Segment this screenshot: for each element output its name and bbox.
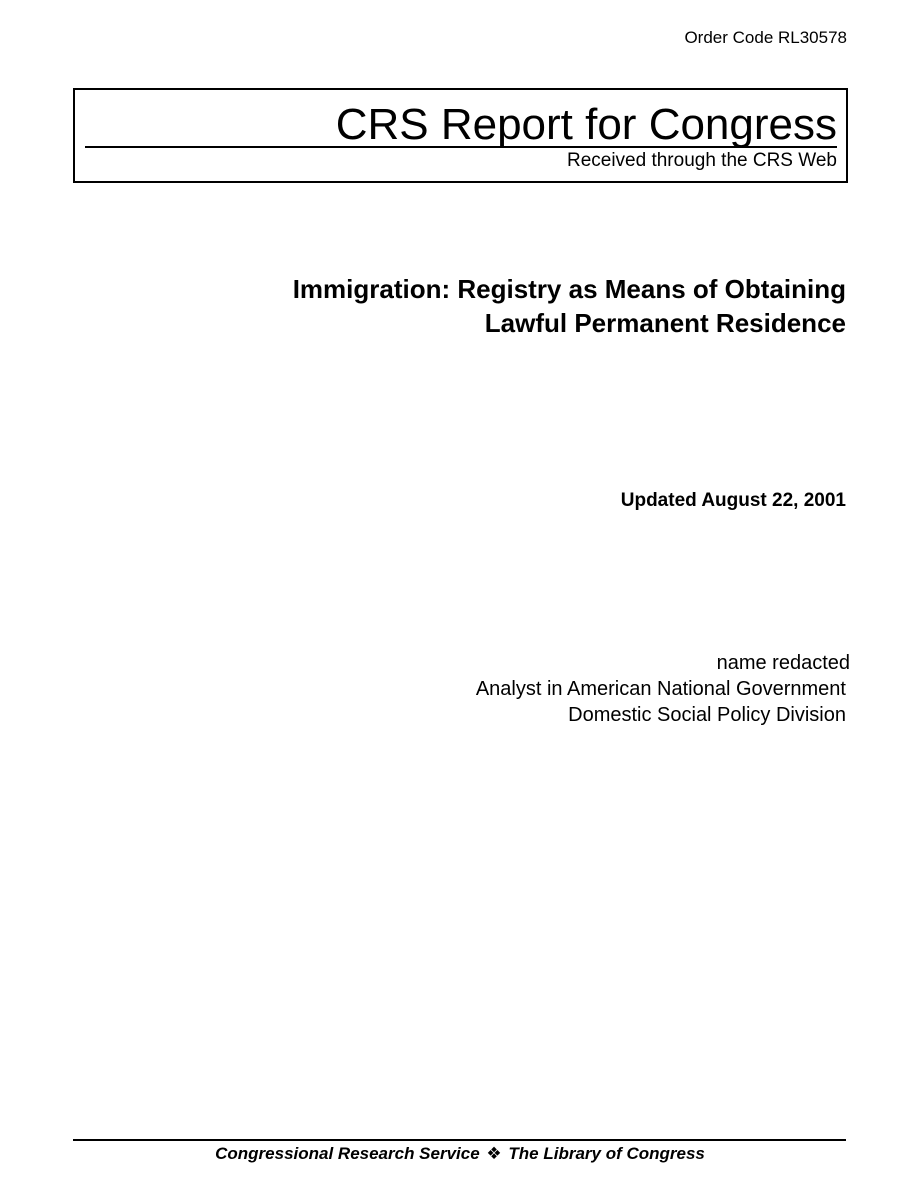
- footer-org: Congressional Research Service: [215, 1144, 480, 1163]
- report-header-title: CRS Report for Congress: [335, 100, 837, 149]
- author-division: Domestic Social Policy Division: [568, 704, 846, 726]
- updated-date: Updated August 22, 2001: [620, 490, 846, 511]
- author-position: Analyst in American National Government: [475, 678, 846, 700]
- document-title-line-1: Immigration: Registry as Means of Obtaining: [292, 274, 846, 304]
- document-title-line-2: Lawful Permanent Residence: [484, 308, 846, 338]
- author-name: name redacted: [716, 652, 850, 674]
- author-block: [250, 650, 850, 728]
- order-code: Order Code RL30578: [684, 28, 847, 47]
- diamond-separator-icon: ❖: [486, 1144, 502, 1163]
- report-header-subtitle: Received through the CRS Web: [566, 150, 837, 171]
- footer-credit: [0, 1143, 920, 1165]
- header-divider: [85, 146, 837, 148]
- document-title: [146, 272, 846, 340]
- footer-divider: [73, 1139, 846, 1141]
- footer-library: The Library of Congress: [508, 1144, 705, 1163]
- report-header-box: [73, 88, 848, 183]
